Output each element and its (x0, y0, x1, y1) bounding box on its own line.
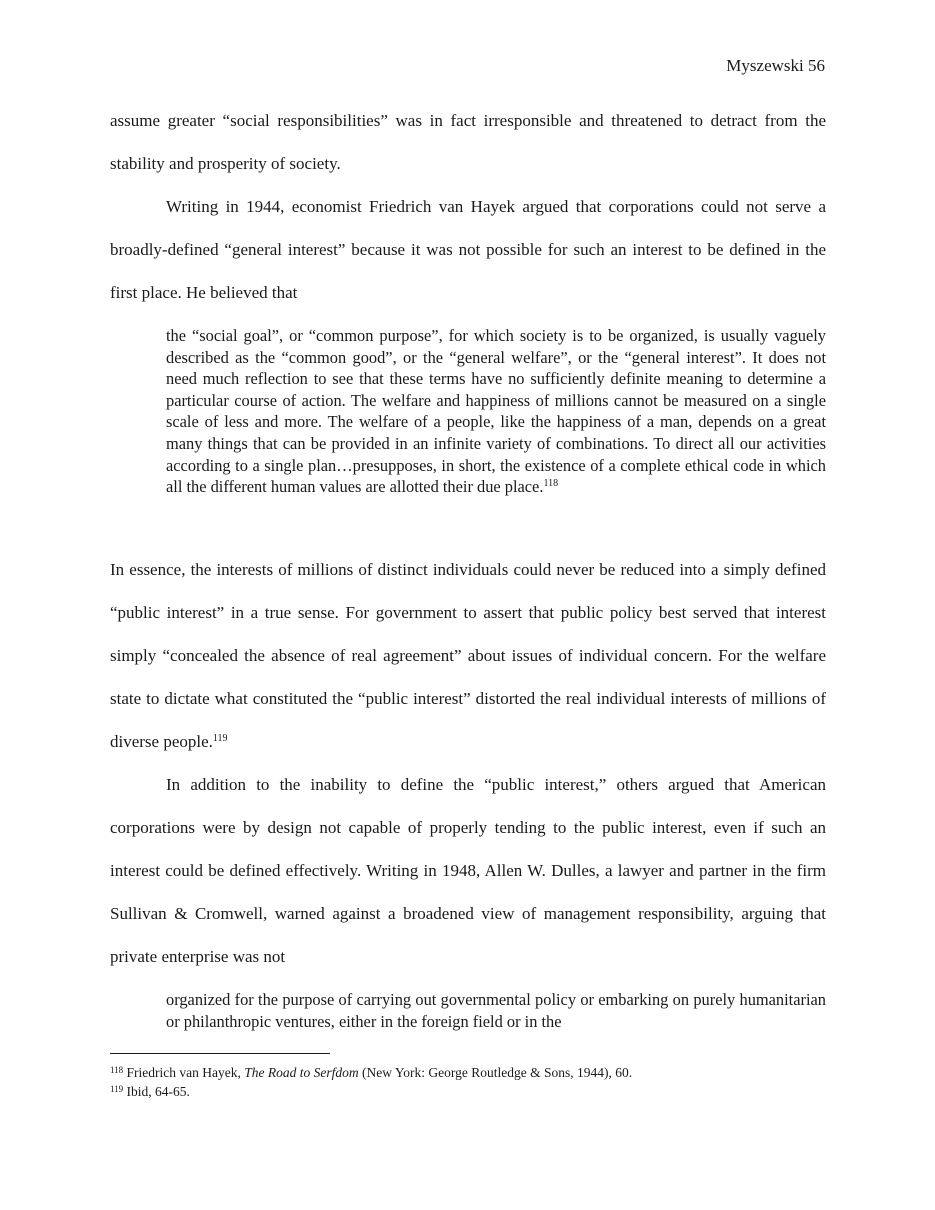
footnote-number: 119 (110, 1084, 124, 1094)
footnote-ref-118: 118 (543, 478, 559, 490)
footnote-text: Friedrich van Hayek, (123, 1065, 245, 1080)
footnotes (110, 1063, 826, 1101)
page-body-continued (110, 548, 826, 978)
footnote-119 (110, 1082, 826, 1101)
block-quote-dulles: organized for the purpose of carrying out governmental policy or embarking on purely humanitarian or philanthropic ventures, either in the foreign field or in the (166, 990, 826, 1031)
paragraph-continuation: assume greater “social responsibilities” was in fact irresponsible and threatened to detract from the stability and prosperity of society. (110, 111, 826, 173)
block-quote-hayek-wrapper (110, 325, 826, 498)
paragraph-public-interest-text: In essence, the interests of millions of distinct individuals could never be reduced into a simply defined “public interest” in a true sense. For government to assert that public policy best served that interest simply “concealed the absence of real agreement” about issues of individual concern. For the welfare state to dictate what constituted the “public interest” distorted the real individual interests of millions of diverse people. (110, 560, 826, 751)
block-quote-dulles-wrapper (110, 989, 826, 1032)
footnote-number: 118 (110, 1065, 124, 1075)
footnote-ref-119: 119 (212, 733, 228, 744)
paragraph-dulles-intro: In addition to the inability to define the “public interest,” others argued that American corporations were by design not capable of properly tending to the public interest, even if such an interest could be defined effectively. Writing in 1948, Allen W. Dulles, a lawyer and partner in the firm Sullivan & Cromwell, warned against a broadened view of management responsibility, arguing that private enterprise was not (110, 775, 826, 966)
footnote-text: Ibid, 64-65. (123, 1084, 190, 1099)
footnote-book-title: The Road to Serfdom (244, 1065, 359, 1080)
paragraph-public-interest (110, 548, 826, 763)
block-quote-hayek (110, 325, 826, 498)
block-quote-hayek-text: the “social goal”, or “common purpose”, for which society is to be organized, is usually vaguely described as the “common good”, or the “general welfare”, or the “general interest”. It does not need much reflection to see that these terms have no sufficiently definite meaning to determine a particular course of action. The welfare and happiness of millions cannot be measured on a single scale of less and more. The welfare of a people, like the happiness of a man, depends on a great many things that can be provided in an infinite variety of combinations. To direct all our activities according to a single plan…presupposes, in short, the existence of a complete ethical code in which all the different human values are allotted their due place. (166, 326, 826, 497)
footnote-divider (110, 1053, 330, 1054)
paragraph-hayek-intro: Writing in 1944, economist Friedrich van Hayek argued that corporations could not serve a broadly-defined “general interest” because it was not possible for such an interest to be defined in the first place. He believed that (110, 197, 826, 302)
page-body (110, 99, 826, 314)
footnote-citation: (New York: George Routledge & Sons, 1944), 60. (358, 1065, 633, 1080)
footnote-118 (110, 1063, 826, 1082)
running-head: Myszewski 56 (726, 56, 825, 75)
